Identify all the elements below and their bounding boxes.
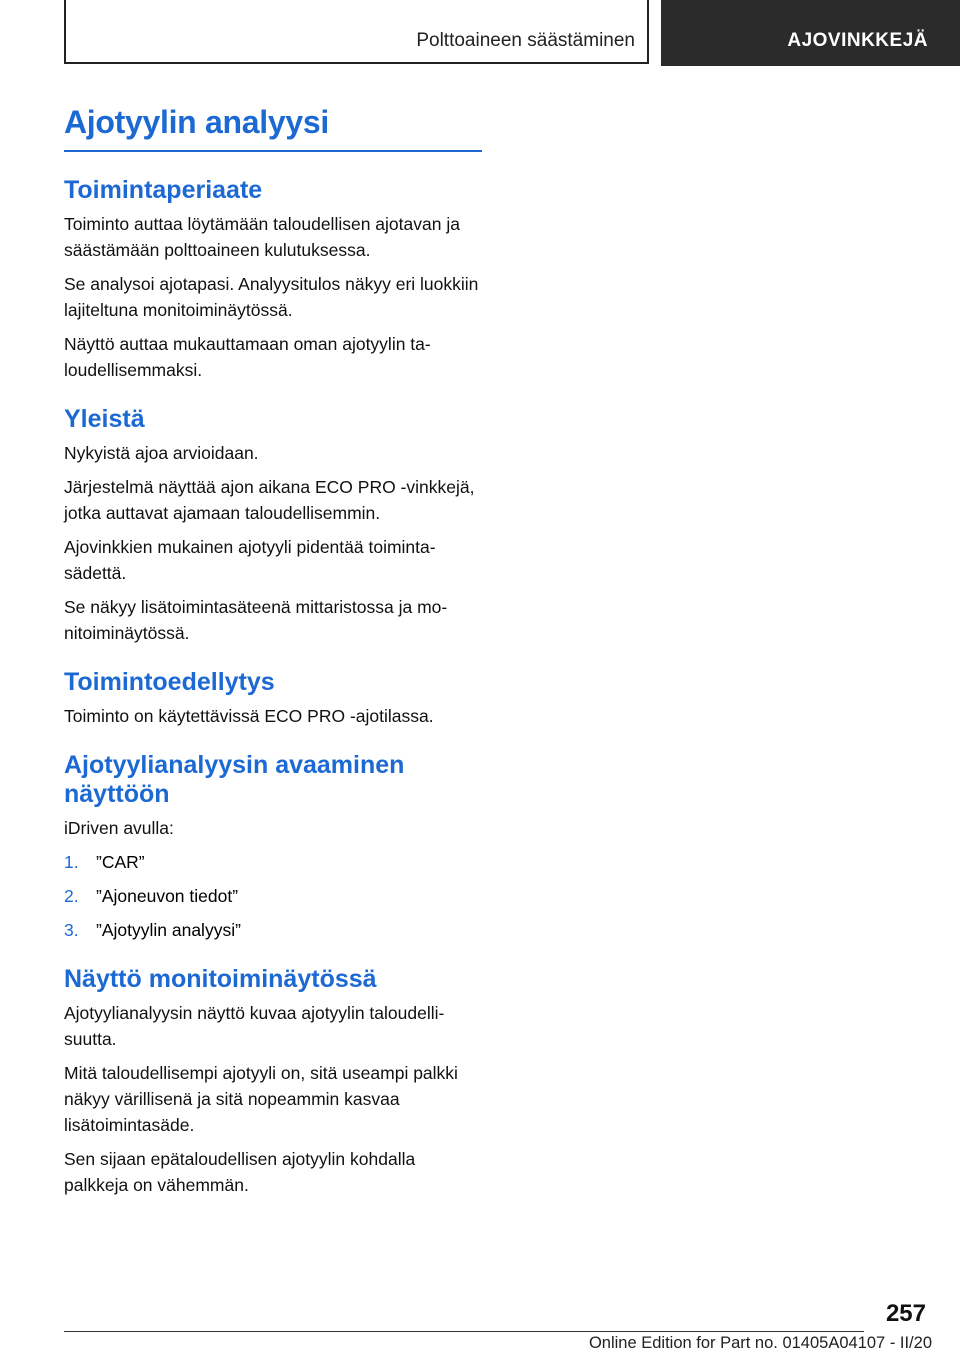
paragraph: Näyttö auttaa mukauttamaan oman ajotyylin taloudellisemmaksi. [64, 334, 431, 380]
page-content [64, 102, 482, 1206]
footer-edition: Online Edition for Part no. 01405A04107 - II/20 [588, 1334, 932, 1352]
page-title: Ajotyylin analyysi [64, 102, 482, 152]
paragraph: Nykyistä ajoa arvioidaan. [64, 443, 259, 463]
header-chapter-title: AJOVINKKEJÄ [787, 30, 928, 51]
paragraph: Ajotyylianalyysin näyttö kuvaa ajotyylin taloudellisuutta. [64, 1003, 445, 1049]
step-text: ”Ajotyylin analyysi” [96, 920, 241, 940]
step-item [64, 917, 482, 943]
step-number: 2. [64, 886, 79, 906]
paragraph: Mitä taloudellisempi ajotyyli on, sitä useampi palkki näkyy värillisenä ja sitä nopeammin kasvaa lisätoimintasäde. [64, 1063, 458, 1135]
paragraph: Se analysoi ajotapasi. Analyysitulos näkyy eri luokkiin lajiteltuna monitoiminäytössä. [64, 274, 479, 320]
step-text: ”CAR” [96, 852, 145, 872]
step-item [64, 849, 482, 875]
paragraph: Ajovinkkien mukainen ajotyyli pidentää toimintasädettä. [64, 537, 436, 583]
header-section-box [64, 0, 649, 64]
header-section-title: Polttoaineen säästäminen [416, 30, 635, 51]
paragraph: Toiminto on käytettävissä ECO PRO -ajotilassa. [64, 706, 434, 726]
step-number: 3. [64, 920, 79, 940]
footer-divider [64, 1331, 864, 1332]
steps-list [64, 849, 482, 943]
step-number: 1. [64, 852, 79, 872]
paragraph: Sen sijaan epätaloudellisen ajotyylin kohdalla palkkeja on vähemmän. [64, 1149, 416, 1195]
section-heading-toimintoedellytys: Toimintoedellytys [64, 668, 275, 696]
page-number: 257 [885, 1300, 926, 1327]
paragraph: Toiminto auttaa löytämään taloudellisen ajotavan ja säästämään polttoaineen kulutuksessa. [64, 214, 460, 260]
paragraph: Se näkyy lisätoimintasäteenä mittaristossa ja monitoiminäytössä. [64, 597, 448, 643]
paragraph: Järjestelmä näyttää ajon aikana ECO PRO -vinkkejä, jotka auttavat ajamaan taloudellisemmin. [64, 477, 475, 523]
section-heading-naytto: Näyttö monitoiminäytössä [64, 965, 377, 993]
section-heading-toimintaperiaate: Toimintaperiaate [64, 176, 263, 204]
section-heading-avaaminen: Ajotyylianalyysin avaaminen näyttöön [64, 751, 405, 808]
steps-intro: iDriven avulla: [64, 818, 174, 838]
step-item [64, 883, 482, 909]
step-text: ”Ajoneuvon tiedot” [96, 886, 239, 906]
header-chapter-box [661, 0, 960, 66]
section-heading-yleista: Yleistä [64, 405, 145, 433]
